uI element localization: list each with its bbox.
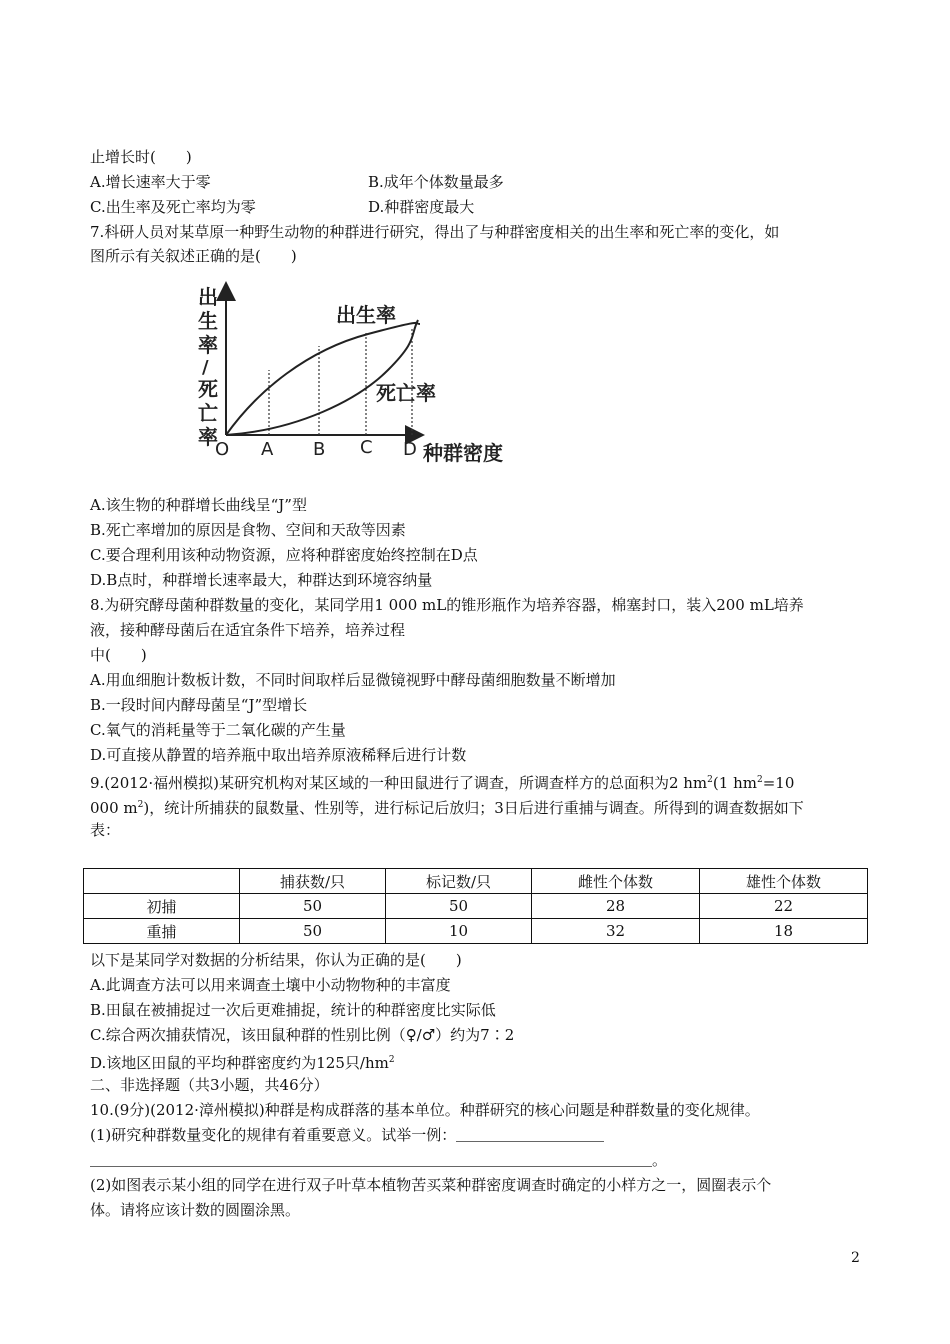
q9-after-table: 以下是某同学对数据的分析结果，你认为正确的是( ) [90,951,462,969]
q10-part2-line2: 体。请将应该计数的圆圈涂黑。 [90,1201,301,1219]
q9-stem-line3: 表： [90,821,121,839]
death-rate-curve [226,320,418,435]
q9-stem-1a: 9.(2012·福州模拟)某研究机构对某区域的一种田鼠进行了调查，所调查样方的总面积为2 hm [90,774,708,792]
q7-option-a: A.该生物的种群增长曲线呈“J”型 [90,496,307,514]
q10-stem: 10.(9分)(2012·漳州模拟)种群是构成群落的基本单位。种群研究的核心问题是种群数量的变化规律。 [90,1101,760,1119]
q9-option-d [90,1050,395,1073]
q6-option-a: A.增长速率大于零 [90,173,211,191]
q6-option-c: C.出生率及死亡率均为零 [90,198,256,216]
q9-stem-1c: =10 [762,774,795,792]
table-row [84,919,868,944]
table-header-cell [84,869,240,894]
q8-option-c: C.氧气的消耗量等于二氧化碳的产生量 [90,721,346,739]
answer-blank[interactable] [456,1127,604,1142]
tick-b: B [313,439,326,460]
superscript: 2 [137,800,144,810]
q10-part1 [90,1125,604,1145]
q8-option-a: A.用血细胞计数板计数，不同时间取样后显微镜视野中酵母菌细胞数量不断增加 [90,671,616,689]
table-cell: 10 [386,919,532,944]
birth-death-rate-figure [188,280,528,470]
table-header-cell: 雄性个体数 [699,869,867,894]
y-label-char: 死 [198,377,218,401]
superscript: 2 [388,1055,395,1065]
survey-data-table [83,868,868,944]
table-header-cell: 标记数/只 [386,869,532,894]
q9-option-b: B.田鼠在被捕捉过一次后更难捕捉，统计的种群密度比实际低 [90,1001,496,1019]
table-row [84,894,868,919]
q8-option-d: D.可直接从静置的培养瓶中取出培养原液稀释后进行计数 [90,746,467,764]
table-cell: 初捕 [84,894,240,919]
table-cell: 32 [532,919,700,944]
q9-stem-2b: )，统计所捕获的鼠数量、性别等，进行标记后放归；3日后进行重捕与调查。所得到的调查数据如下 [143,799,804,817]
x-axis-label: 种群密度 [423,441,503,465]
q8-stem-line1: 8.为研究酵母菌种群数量的变化，某同学用1 000 mL的锥形瓶作为培养容器，棉塞封口，装入200 mL培养 [90,596,804,614]
table-cell: 22 [699,894,867,919]
q8-stem-line3: 中( ) [90,646,147,664]
table-cell: 重捕 [84,919,240,944]
q9-stem-line2 [90,795,804,818]
q6-stem-end: 止增长时( ) [90,148,192,166]
q7-stem-line2: 图所示有关叙述正确的是( ) [90,247,297,265]
table-header-row [84,869,868,894]
q10-part2-line1: (2)如图表示某小组的同学在进行双子叶草本植物苦买菜种群密度调查时确定的小样方之一，圆圈表示个 [90,1176,772,1194]
q7-option-b: B.死亡率增加的原因是食物、空间和天敌等因素 [90,521,406,539]
table-cell: 50 [386,894,532,919]
q9-option-d-text: D.该地区田鼠的平均种群密度约为125只/hm [90,1054,389,1072]
q9-stem-2a: 000 m [90,799,138,817]
y-label-char: 率 [198,333,218,357]
section-heading: 二、非选择题（共3小题，共46分） [90,1076,329,1094]
tick-d: D [403,439,417,460]
q7-option-c: C.要合理利用该种动物资源，应将种群密度始终控制在D点 [90,546,478,564]
y-label-char: 率 [198,425,218,449]
superscript: 2 [707,775,713,785]
q6-option-d: D.种群密度最大 [368,198,475,216]
q9-stem-line1 [90,770,794,793]
death-rate-label: 死亡率 [376,381,436,405]
q10-part1-continuation [90,1150,667,1170]
q8-option-b: B.一段时间内酵母菌呈“J”型增长 [90,696,308,714]
table-cell: 50 [240,919,386,944]
q8-stem-line2: 液，接种酵母菌后在适宜条件下培养，培养过程 [90,621,406,639]
y-label-char: 亡 [198,401,218,425]
table-header-cell: 捕获数/只 [240,869,386,894]
q9-option-a: A.此调查方法可以用来调查土壤中小动物物种的丰富度 [90,976,451,994]
y-label-char: / [202,357,209,378]
page-number: 2 [851,1250,860,1266]
q7-stem-line1: 7.科研人员对某草原一种野生动物的种群进行研究，得出了与种群密度相关的出生率和死亡率的变化，如 [90,223,780,241]
table-cell: 18 [699,919,867,944]
table-cell: 28 [532,894,700,919]
superscript: 2 [756,775,763,785]
birth-rate-curve [226,323,420,435]
q9-option-c: C.综合两次捕获情况，该田鼠种群的性别比例（♀/♂）约为7∶2 [90,1026,515,1044]
tick-c: C [360,437,373,458]
q9-stem-1b: (1 hm [712,774,757,792]
birth-rate-label: 出生率 [336,303,396,327]
y-label-char: 出 [198,285,218,309]
q10-part1-end: 。 [652,1151,668,1169]
tick-o: O [215,439,230,460]
y-label-char: 生 [198,309,218,333]
q6-option-b: B.成年个体数量最多 [368,173,504,191]
q10-part1-text: (1)研究种群数量变化的规律有着重要意义。试举一例： [90,1126,457,1144]
tick-a: A [261,439,274,460]
table-header-cell: 雌性个体数 [532,869,700,894]
q7-option-d: D.B点时，种群增长速率最大，种群达到环境容纳量 [90,571,433,589]
table-cell: 50 [240,894,386,919]
answer-blank[interactable] [90,1152,652,1167]
